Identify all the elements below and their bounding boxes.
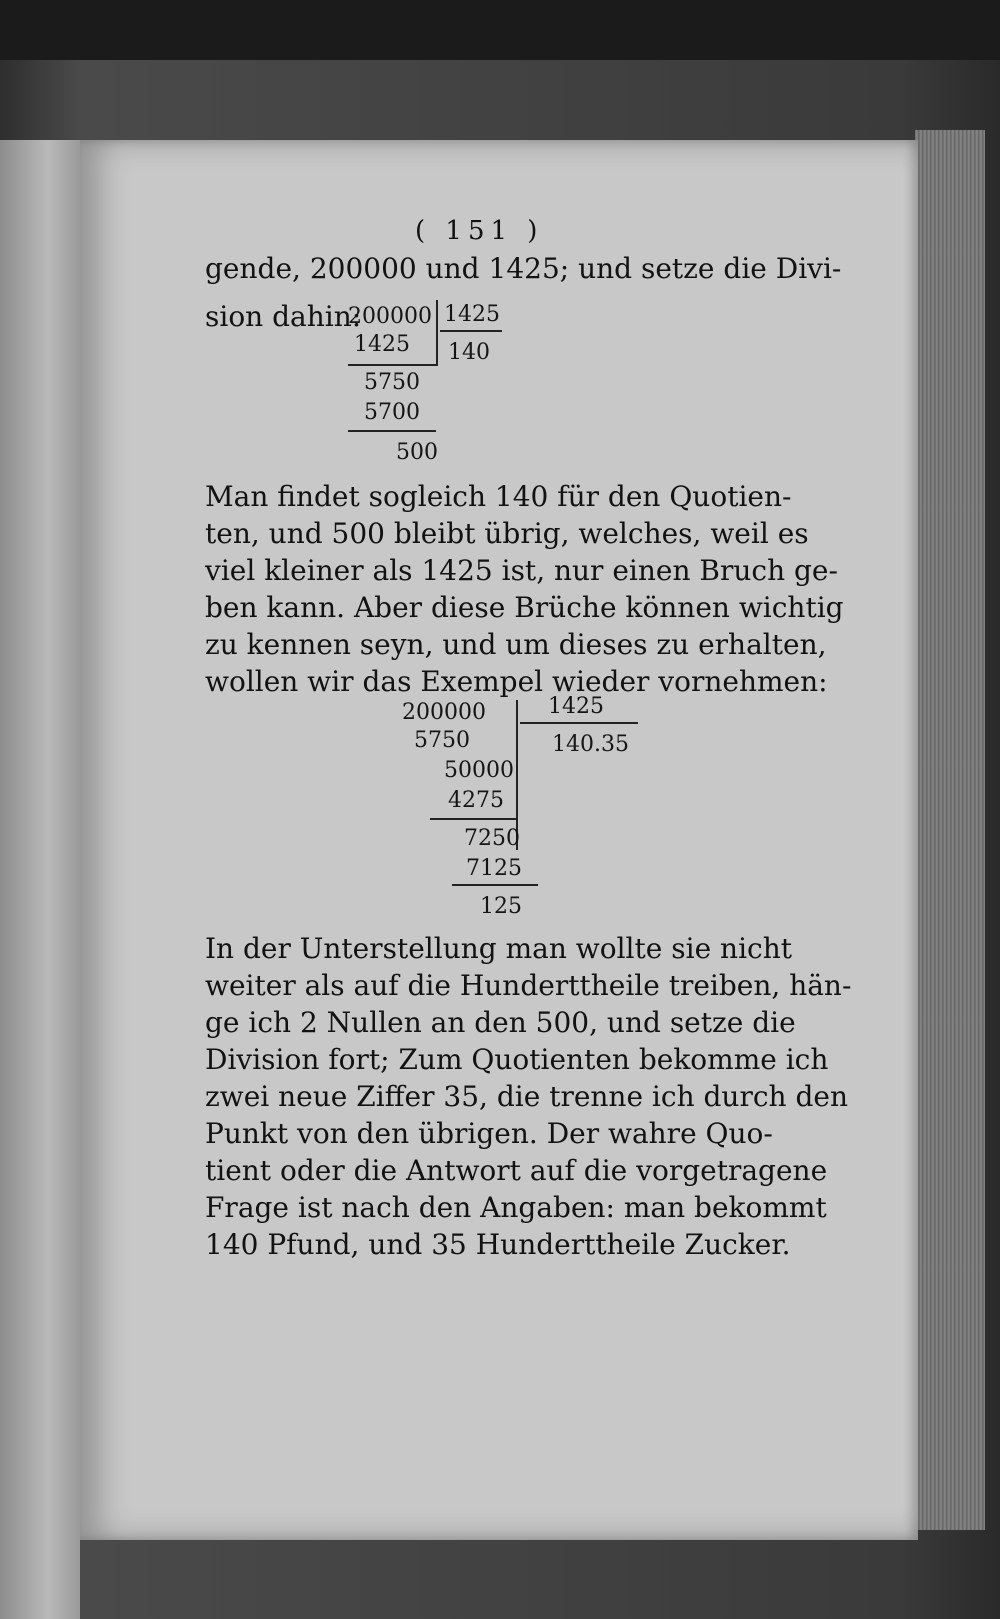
text-line: tient oder die Antwort auf die vorgetragene xyxy=(205,1154,828,1187)
division-2-divisor: 1425 xyxy=(548,694,604,719)
text-line: Man findet sogleich 140 für den Quotien- xyxy=(205,480,792,513)
facing-page-edge xyxy=(0,140,80,1619)
division-2-step: 7125 xyxy=(466,856,522,881)
division-1-remainder: 500 xyxy=(396,440,438,465)
division-1-bracket xyxy=(436,300,438,366)
division-2-divisor-rule xyxy=(520,722,638,724)
text-line: weiter als auf die Hunderttheile treiben, hän- xyxy=(205,969,852,1002)
text-line: Punkt von den übrigen. Der wahre Quo- xyxy=(205,1117,773,1150)
division-2-remainder: 125 xyxy=(480,894,522,919)
division-1-step: 5750 xyxy=(364,370,420,395)
division-2-step: 7250 xyxy=(464,826,520,851)
text-line: ben kann. Aber diese Brüche können wichtig xyxy=(205,591,844,624)
text-line: 140 Pfund, und 35 Hunderttheile Zucker. xyxy=(205,1228,791,1261)
division-1-rule xyxy=(348,430,436,432)
text-line: Frage ist nach den Angaben: man bekommt xyxy=(205,1191,827,1224)
division-2-step: 50000 xyxy=(444,758,514,783)
division-1-divisor-rule xyxy=(440,330,502,332)
text-line: zu kennen seyn, und um dieses zu erhalten, xyxy=(205,628,827,661)
text-line: Division fort; Zum Quotienten bekomme ich xyxy=(205,1043,829,1076)
division-2-step: 4275 xyxy=(448,788,504,813)
division-1-step: 5700 xyxy=(364,400,420,425)
text-line: sion dahin: xyxy=(205,300,362,333)
text-line: zwei neue Ziffer 35, die trenne ich durch den xyxy=(205,1080,848,1113)
division-2-rule xyxy=(452,884,538,886)
page-number: ( 151 ) xyxy=(415,216,544,246)
page-fore-edge xyxy=(915,130,985,1530)
text-line: wollen wir das Exempel wieder vornehmen: xyxy=(205,665,828,698)
text-line: In der Unterstellung man wollte sie nicht xyxy=(205,932,792,965)
division-1-rule xyxy=(348,364,436,366)
division-2-dividend: 200000 xyxy=(402,700,486,725)
division-1-dividend: 200000 xyxy=(348,304,432,329)
text-line: gende, 200000 und 1425; und setze die Divi- xyxy=(205,252,842,285)
division-2-step: 5750 xyxy=(414,728,470,753)
division-1-quotient: 140 xyxy=(448,340,490,365)
text-line: viel kleiner als 1425 ist, nur einen Bruch ge- xyxy=(205,554,838,587)
text-line: ge ich 2 Nullen an den 500, und setze die xyxy=(205,1006,796,1039)
division-2-quotient: 140.35 xyxy=(552,732,629,757)
text-line: ten, und 500 bleibt übrig, welches, weil es xyxy=(205,517,809,550)
division-2-rule xyxy=(430,818,518,820)
division-1-step: 1425 xyxy=(354,332,410,357)
division-1-divisor: 1425 xyxy=(444,302,500,327)
